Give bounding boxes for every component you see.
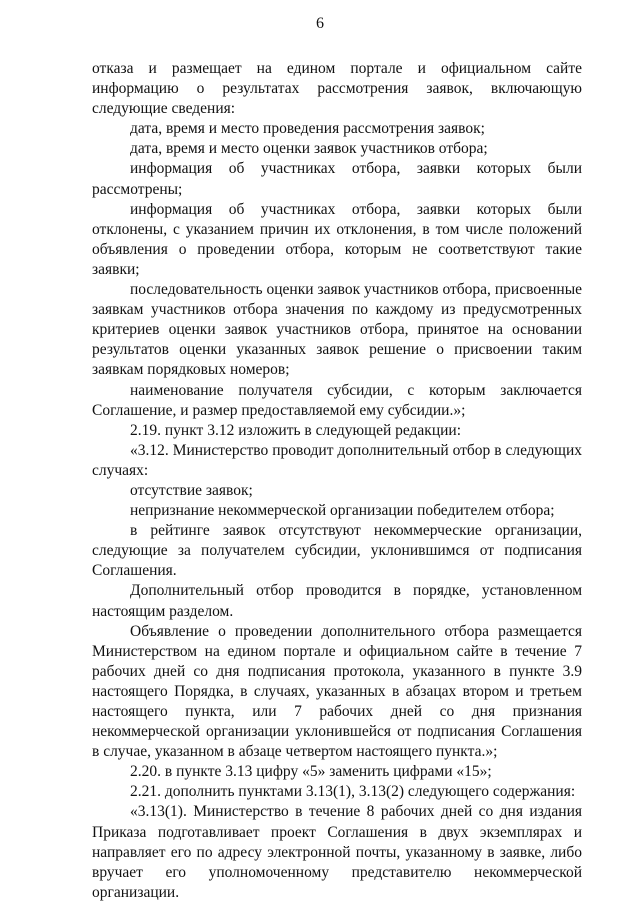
paragraph: дата, время и место проведения рассмотрения заявок;	[130, 120, 485, 138]
paragraph: дата, время и место оценки заявок участников отбора;	[130, 140, 488, 158]
paragraph: отказа и размещает на едином портале и официальном сайте информацию о результатах рассмотрения заявок, включающую следующие сведения:	[92, 60, 582, 118]
paragraph: «3.13(1). Министерство в течение 8 рабочих дней со дня издания Приказа подготавливает проект Соглашения в двух экземплярах и направляет его по адресу электронной почты, указанному в заявке, либо вручает его уполномоченному представителю некоммерческой организации.	[92, 803, 582, 901]
paragraph: наименование получателя субсидии, с которым заключается Соглашение, и размер предоставляемой ему субсидии.»;	[92, 381, 582, 419]
paragraph: информация об участниках отбора, заявки которых были отклонены, с указанием причин их отклонения, в том числе положений объявления о проведении отбора, которым не соответствуют такие заявки;	[92, 200, 582, 278]
paragraph: отсутствие заявок;	[130, 481, 253, 499]
page-number: 6	[316, 15, 324, 32]
document-body	[92, 59, 582, 903]
paragraph: «3.12. Министерство проводит дополнительный отбор в следующих случаях:	[92, 441, 582, 479]
paragraph: последовательность оценки заявок участников отбора, присвоенные заявкам участников отбора значения по каждому из предусмотренных критериев оценки заявок участников отбора, принятое на основании результатов оценки указанных заявок решение о присвоении таким заявкам порядковых номеров;	[92, 281, 582, 379]
paragraph: информация об участниках отбора, заявки которых были рассмотрены;	[92, 160, 582, 198]
paragraph: в рейтинге заявок отсутствуют некоммерческие организации, следующие за получателем субсидии, уклонившимся от подписания Соглашения.	[92, 522, 582, 580]
paragraph: Объявление о проведении дополнительного отбора размещается Министерством на едином портале и официальном сайте в течение 7 рабочих дней со дня подписания протокола, указанного в пункте 3.9 настоящего Порядка, в случаях, указанных в абзацах втором и третьем настоящего пункта, или 7 рабочих дней со дня признания некоммерческой организации уклонившейся от подписания Соглашения в случае, указанном в абзаце четвертом настоящего пункта.»;	[92, 622, 582, 761]
paragraph: 2.21. дополнить пунктами 3.13(1), 3.13(2) следующего содержания:	[130, 783, 576, 801]
paragraph: непризнание некоммерческой организации победителем отбора;	[130, 502, 555, 520]
paragraph: 2.20. в пункте 3.13 цифру «5» заменить цифрами «15»;	[130, 763, 492, 781]
paragraph: 2.19. пункт 3.12 изложить в следующей редакции:	[130, 421, 462, 439]
paragraph: Дополнительный отбор проводится в порядке, установленном настоящим разделом.	[92, 582, 582, 620]
